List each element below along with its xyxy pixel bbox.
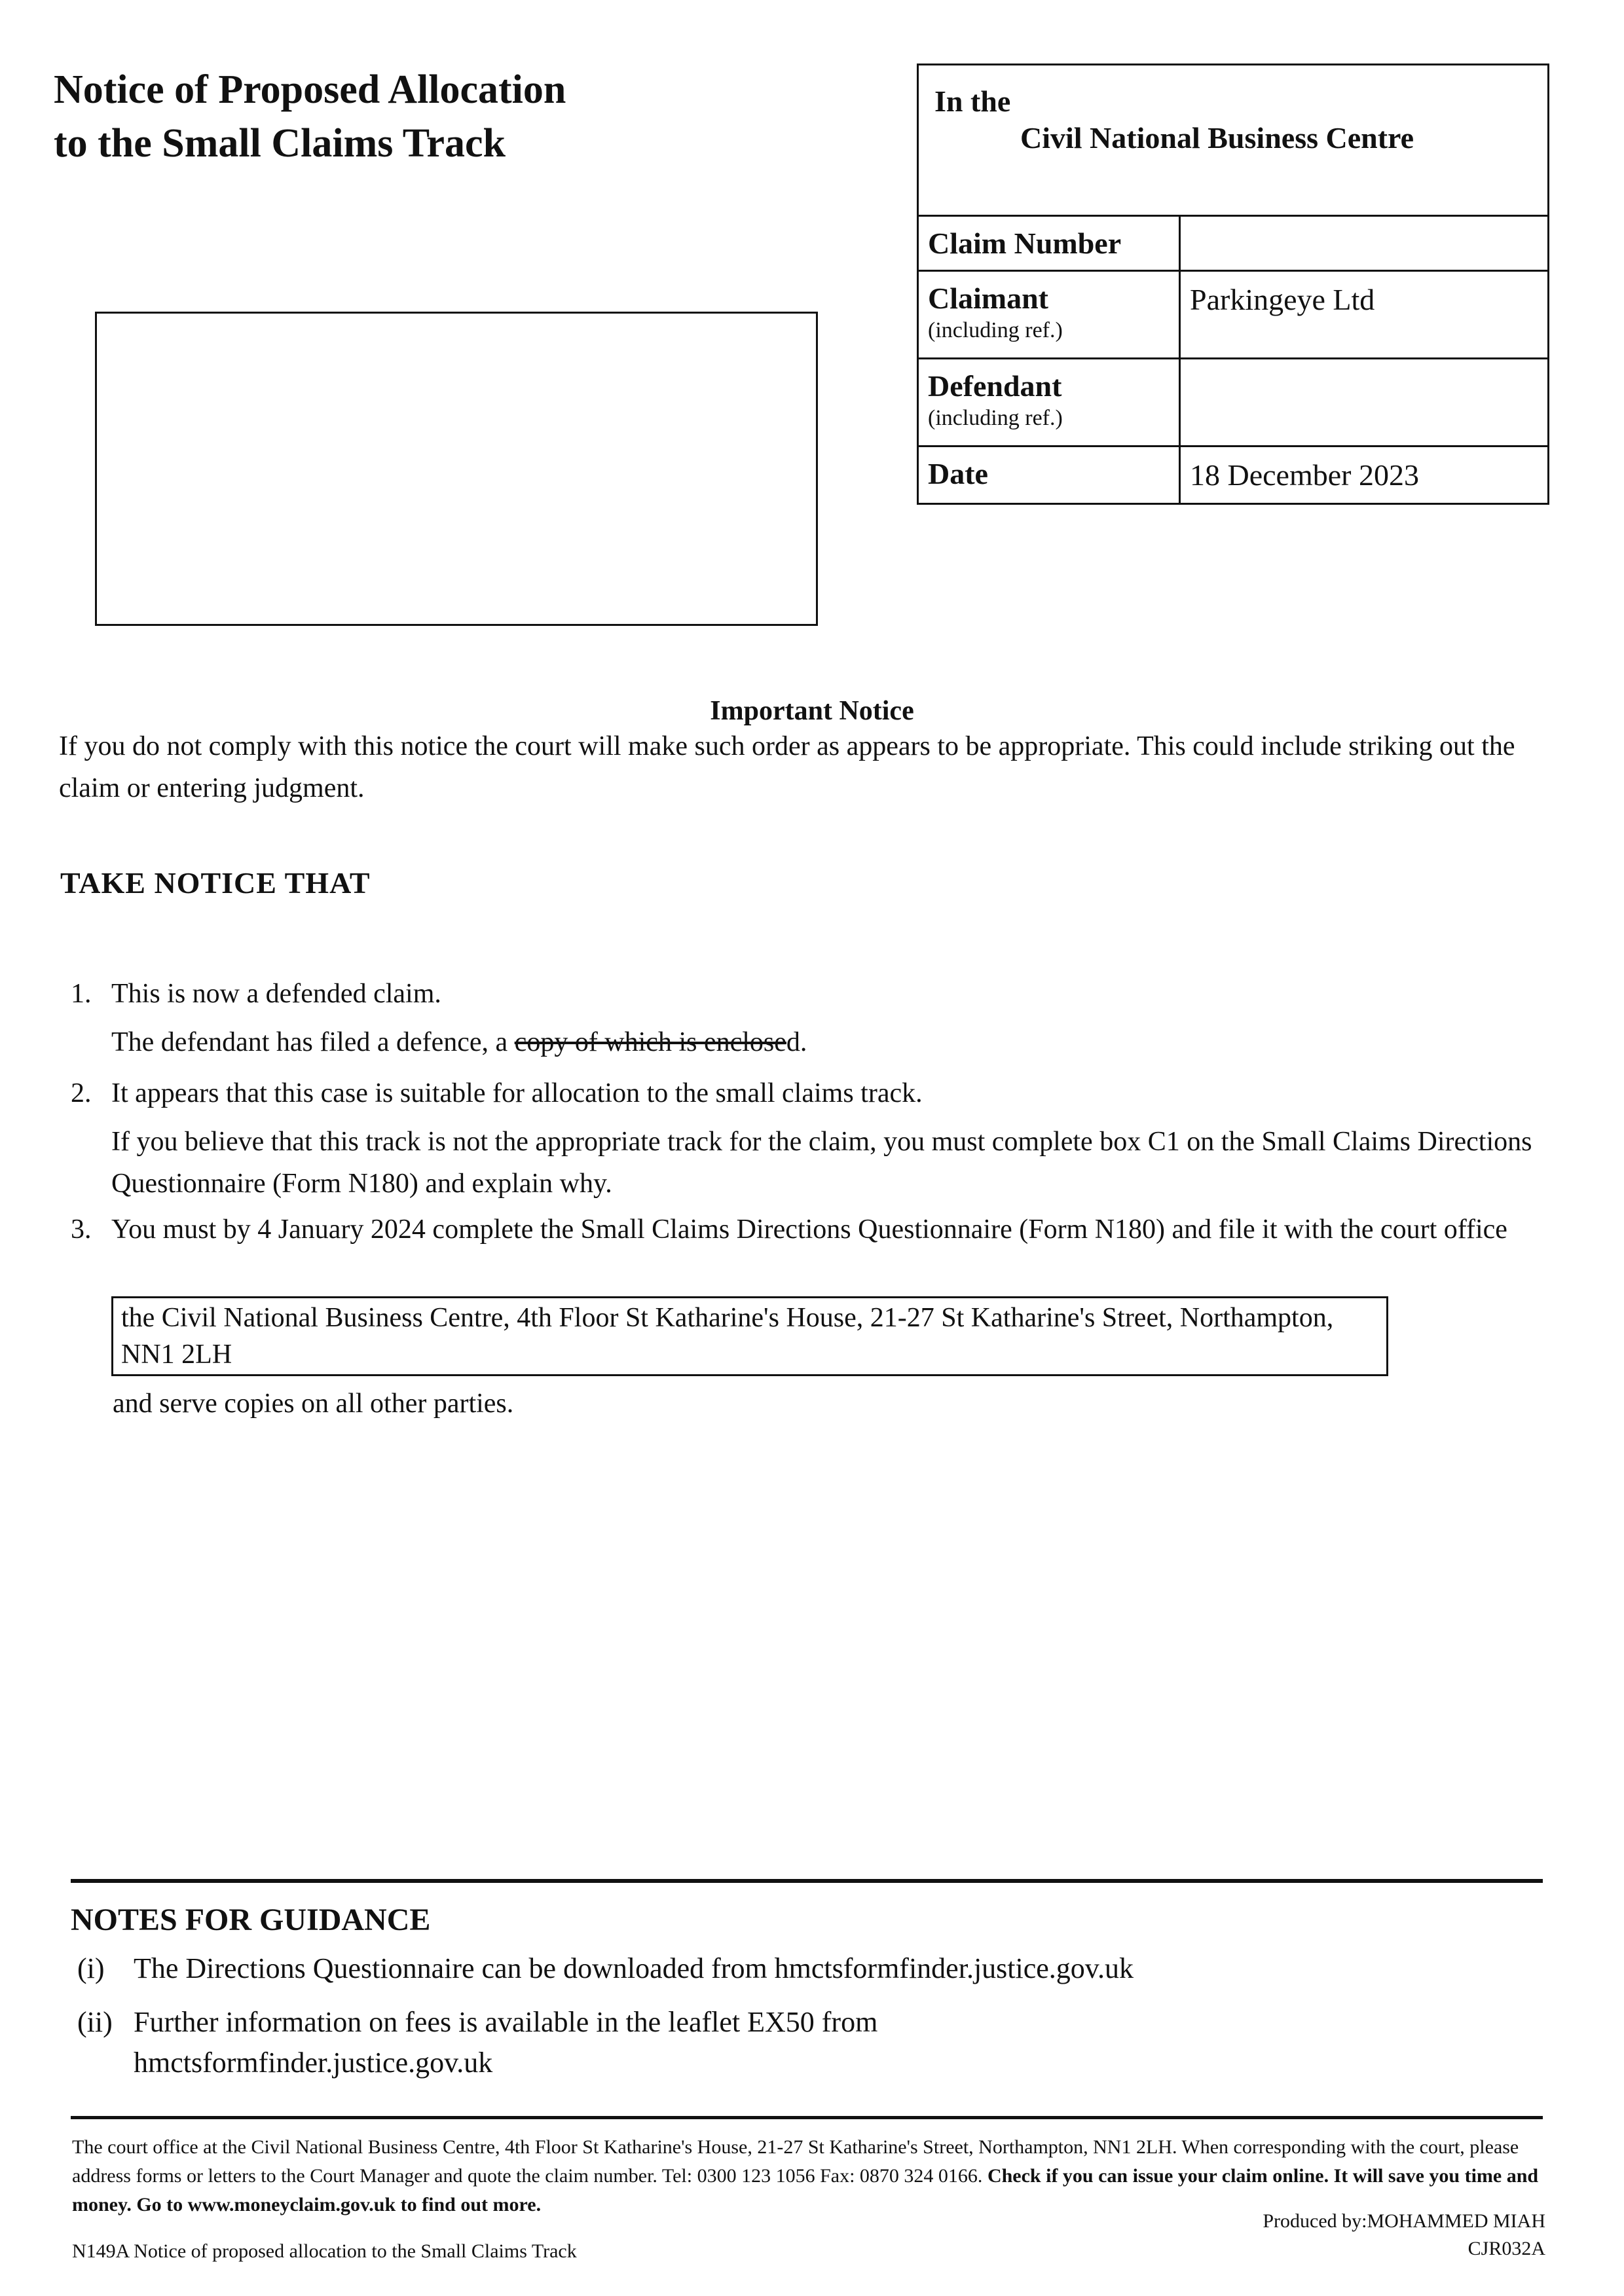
date-row: [919, 447, 1547, 503]
note-text: Further information on fees is available in the leaflet EX50 from hmctsformfinder.justice.gov.uk: [134, 2006, 878, 2079]
important-notice-heading: Important Notice: [710, 696, 914, 726]
court-office-address-box: the Civil National Business Centre, 4th Floor St Katharine's House, 21-27 St Katharine's Street, Northampton, NN1 2LH: [111, 1296, 1388, 1376]
produced-by: Produced by:MOHAMMED MIAH: [1263, 2210, 1545, 2232]
claimant-row: [919, 272, 1547, 359]
item-number: 3.: [71, 1214, 92, 1245]
title-line-1: Notice of Proposed Allocation: [54, 67, 566, 112]
item-2-line-2: If you believe that this track is not the appropriate track for the claim, you must complete box C1 on the Small Claims Directions Questionnaire (Form N180) and explain why.: [111, 1127, 1532, 1199]
defendant-sub-label: (including ref.): [928, 406, 1063, 430]
claim-number-row: [919, 217, 1547, 272]
footer-divider: [71, 2116, 1543, 2119]
notice-item-2: [71, 1072, 1544, 1205]
claim-number-label: Claim Number: [928, 227, 1122, 260]
court-header: [919, 65, 1547, 217]
notice-item-1: [71, 973, 1544, 1063]
serve-copies-text: and serve copies on all other parties.: [113, 1389, 514, 1419]
date-label: Date: [928, 457, 988, 490]
court-name: Civil National Business Centre: [1020, 121, 1414, 155]
claimant-sub-label: (including ref.): [928, 318, 1063, 342]
important-notice-text: If you do not comply with this notice the court will make such order as appears to be appropriate. This could include striking out the claim or entering judgment.: [59, 731, 1515, 803]
note-number: (i): [77, 1952, 105, 1984]
item-3-line-1: You must by 4 January 2024 complete the Small Claims Directions Questionnaire (Form N180) and file it with the court office: [111, 1214, 1507, 1245]
form-code: CJR032A: [1467, 2238, 1545, 2259]
claim-number-value: [1181, 217, 1547, 270]
take-notice-heading: TAKE NOTICE THAT: [60, 866, 371, 900]
footer-court-office-text: [72, 2133, 1545, 2219]
claimant-value: Parkingeye Ltd: [1190, 283, 1375, 316]
defendant-label: Defendant: [928, 369, 1062, 403]
item-1-text-end: d.: [786, 1027, 807, 1057]
item-1-line-2: [111, 1021, 1544, 1063]
in-the-label: In the: [934, 84, 1011, 118]
address-window-box: [95, 312, 818, 626]
defendant-row: [919, 359, 1547, 447]
title-line-2: to the Small Claims Track: [54, 121, 506, 166]
struck-text: copy of which is enclose: [514, 1027, 786, 1057]
item-2-line-1: It appears that this case is suitable for allocation to the small claims track.: [111, 1078, 923, 1108]
note-text: The Directions Questionnaire can be downloaded from hmctsformfinder.justice.gov.uk: [134, 1952, 1134, 1984]
item-number: 2.: [71, 1078, 92, 1108]
document-title: [54, 63, 566, 170]
item-1-text: The defendant has filed a defence, a: [111, 1027, 515, 1057]
footer-contact-text: The court office at the Civil National Business Centre, 4th Floor St Katharine's House, 21-27 St Katharine's Street, Northampton, NN1 2LH. When corresponding with the court, please address forms or letters to the Court Manager and quote the claim number. Tel: 0300 123 1056 Fax: 0870 324 0166.: [72, 2136, 1519, 2187]
produced-by-block: [1263, 2208, 1545, 2263]
guidance-note-1: [77, 1948, 1518, 1989]
notice-item-3: [71, 1209, 1544, 1250]
notes-divider: [71, 1879, 1543, 1883]
item-1-line-1: This is now a defended claim.: [111, 979, 441, 1009]
form-reference: N149A Notice of proposed allocation to the Small Claims Track: [72, 2240, 577, 2262]
notes-for-guidance-heading: NOTES FOR GUIDANCE: [71, 1903, 431, 1937]
date-value: 18 December 2023: [1190, 458, 1419, 492]
court-details-box: [917, 64, 1549, 505]
defendant-value: [1181, 359, 1547, 445]
item-number: 1.: [71, 979, 92, 1009]
guidance-note-2: [77, 2002, 994, 2083]
footer-online-claim-text: Check if you can issue your claim online. It will save you time and money. Go to www.moneyclaim.gov.uk to find out more.: [72, 2165, 1539, 2215]
note-number: (ii): [77, 2006, 113, 2038]
claimant-label: Claimant: [928, 282, 1048, 315]
